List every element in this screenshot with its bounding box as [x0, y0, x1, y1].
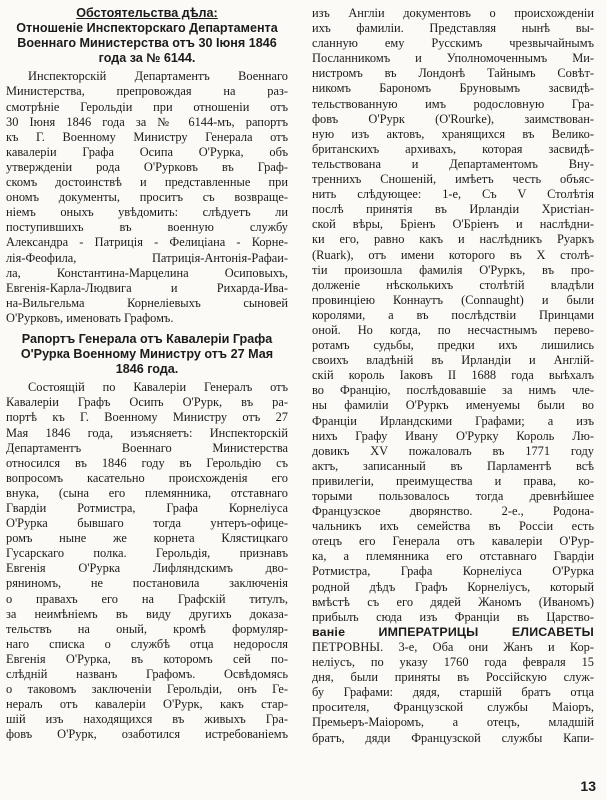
- text-line: относился въ 1846 году въ Герольдію съ: [6, 455, 288, 470]
- text-line: ромъ ныне же корнета Клястицкаго: [6, 531, 288, 546]
- text-line: шій изъ находящихся въ живыхъ Гра-: [6, 712, 288, 727]
- text-line: ла, Константина-Марцелина Осиповыхъ,: [6, 265, 288, 280]
- text-line: Гвардіи Ротмистра, Графа Корнеліуса: [6, 501, 288, 515]
- text-line: королями, а въ послѣдствіи Принцами: [312, 307, 594, 322]
- text-line: Александра - Патриція - Фелиціана - Корне-: [6, 235, 288, 250]
- text-line: треннихъ Сношеній, имѣетъ честь объяс-: [312, 172, 594, 187]
- text-line: О'Рурковъ, именовать Графомъ.: [6, 310, 174, 325]
- text-line: никомъ Барономъ Бруновымъ засвидѣ-: [312, 81, 594, 96]
- text-line: вопросомъ касательно происхожденія его: [6, 470, 288, 485]
- text-line: чальникъ ихъ семейства въ Россіи есть: [312, 519, 594, 534]
- text-line: лія-Феофила, Патриція-Антонія-Рафаи-: [6, 250, 288, 265]
- heading-circumstances: [6, 6, 288, 66]
- text-line: британскихъ архивахъ, которая засвидѣ-: [312, 141, 594, 156]
- text-line: за неимѣніемъ въ виду другихъ доказа-: [6, 606, 288, 621]
- text-line: нить слѣдующее: 1-е, Съ V Столѣтія: [312, 187, 594, 202]
- right-column: [312, 6, 594, 746]
- text-line: къ Г. Военному Министру Генерала отъ: [6, 129, 288, 144]
- text-line: ка, а племянника его отставнаго Гвардіи: [312, 549, 594, 564]
- text-line: просителя, Французской службы Маіоръ,: [312, 700, 594, 715]
- text-line: смотрѣніе Герольдіи при отношеніи отъ: [6, 99, 288, 114]
- text-line: нистромъ въ Лондонѣ Тайнымъ Совѣт-: [312, 66, 594, 81]
- text-line: о таковомъ заключеніи Герольдіи, онъ Ге-: [6, 682, 288, 697]
- text-line: ПЕТРОВНЫ. 3-е, Оба они Жанъ и Кор-: [312, 639, 594, 654]
- text-line: братъ, дяди Французской службы Капи-: [312, 730, 594, 745]
- text-line: ротамъ судьбы, предки ихъ лишились: [312, 338, 594, 353]
- text-line: довикъ XV пожаловалъ въ 1771 году: [312, 443, 594, 458]
- text-line: провинціею Коннаутъ (Connaught) и были: [312, 292, 594, 307]
- text-line: кавалеріи Графа Осипа О'Рурка, объ: [6, 144, 288, 159]
- text-line: ской вѣры, Бріенъ О'Бріенъ и наслѣдни-: [312, 217, 594, 232]
- text-line: Состоящій по Кавалеріи Генералъ отъ: [28, 380, 288, 395]
- text-line: оной. Но когда, по несчастнымъ перево-: [312, 322, 594, 337]
- text-line: Посланникомъ и Уполномоченнымъ Ми-: [312, 51, 594, 66]
- heading-line: О'Рурка Военному Министру отъ 27 Мая: [20, 347, 274, 362]
- text-line: Мая 1846 года, изъясняетъ: Инспекторскій: [6, 425, 288, 440]
- text-line: Кавалеріи Графъ Осипъ О'Рурк, въ ра-: [6, 395, 288, 410]
- text-line: изъ Англіи документовъ о происхожденіи: [312, 6, 594, 20]
- text-line-emphasis: ваніе ИМПЕРАТРИЦЫ ЕЛИСАВЕТЫ: [312, 624, 594, 639]
- heading-line: 1846 года.: [115, 362, 179, 377]
- text-line: бу Графами: дядя, старшій братъ отца: [312, 685, 594, 700]
- text-line: О'Рурка бывшаго тогда унтеръ-офице-: [6, 516, 288, 531]
- text-line: скомъ достоинствѣ и представленные при: [6, 175, 288, 190]
- text-line: ки его, равно какъ и наслѣдникъ Руаркъ: [312, 232, 594, 247]
- text-line: сланную ему Русскимъ чрезвычайнымъ: [312, 36, 594, 51]
- text-line: тельствъ на оный, кромѣ формуляр-: [6, 621, 288, 636]
- text-line: ніемъ оныхъ увѣдомить: слѣдуетъ ли: [6, 205, 288, 220]
- text-line: вмѣстѣ съ его дядей Жаномъ (Иваномъ): [312, 594, 594, 609]
- text-line: Министерства, препровождая на раз-: [6, 84, 288, 99]
- text-line: ны фамиліи О'Руркъ именуемы были во: [312, 398, 594, 413]
- text-line: фовъ О'Рурк (O'Rourke), заимствован-: [312, 111, 594, 126]
- text-line: поступившихъ въ военную службу: [6, 220, 288, 235]
- text-line: Гусарскаго полка. Герольдія, признавъ: [6, 546, 288, 561]
- text-line: Франціи Ирландскими Графами; а изъ: [312, 413, 594, 428]
- text-line: торыми пользовалось тогда древнѣйшее: [312, 489, 594, 503]
- text-line: тельствованную имъ родословную Гра-: [312, 96, 594, 111]
- heading-line: Отношеніе Инспекторскаго Департамента: [16, 21, 278, 36]
- text-line: актъ, записанный въ Парламентѣ всѣ: [312, 458, 594, 473]
- heading-report: [6, 332, 288, 377]
- text-line: на-Вильгельма Корнеліевыхъ сыновей: [6, 295, 288, 310]
- text-line: послѣ принятія въ Ирландіи Христіан-: [312, 202, 594, 217]
- text-line: внука, (сына его племянника, отставнаго: [6, 485, 288, 500]
- text-line: ряниномъ, не постановила заключенія: [6, 576, 288, 591]
- text-line: наго списка о службѣ отца недоросля: [6, 636, 288, 651]
- text-line: Департаментъ Военнаго Министерства: [6, 440, 288, 455]
- paragraph-general-report: [6, 380, 288, 742]
- text-line: ную изъ актовъ, хранящихся въ Велико-: [312, 126, 594, 141]
- text-line: тельствована и Департаментомъ Вну-: [312, 156, 594, 171]
- heading-line: Рапортъ Генерала отъ Кавалеріи Графа: [21, 331, 273, 346]
- text-line: Инспекторскій Департаментъ Военнаго: [28, 69, 288, 84]
- text-line: Евгенія-Карла-Людвига и Рихарда-Ива-: [6, 280, 288, 295]
- text-line: своихъ владѣній въ Ирландіи и Англій-: [312, 353, 594, 368]
- text-line: тіи произошла фамилія О'Руркъ, въ про-: [312, 262, 594, 277]
- text-line: портѣ къ Г. Военному Министру отъ 27: [6, 410, 288, 425]
- paragraph-inspection-department: [6, 69, 288, 326]
- text-line: о правахъ его на Графскій титулъ,: [6, 591, 288, 606]
- heading-line: года за № 6144.: [98, 51, 196, 66]
- text-line: Ротмистра, Графа Корнеліуса О'Рурка: [312, 564, 594, 579]
- text-line: нералъ отъ кавалеріи О'Рурк, какъ стар-: [6, 697, 288, 712]
- text-line: родной дѣдъ Графъ Корнеліусъ, который: [312, 579, 594, 594]
- paragraph-continuation: [312, 6, 594, 746]
- text-line: Премьеръ-Маіоромъ, а отецъ, младшій: [312, 715, 594, 730]
- text-line: (Ruark), отъ имени которого въ X столѣ-: [312, 247, 594, 262]
- text-line: нихъ Графу Ивану О'Рурку Король Лю-: [312, 428, 594, 443]
- text-line: Евгенія О'Рурка, въ которомъ сей по-: [6, 651, 288, 666]
- text-line: скій король Іаковъ II 1688 года выѣхалъ: [312, 368, 594, 383]
- text-line: во Францію, послѣдовавшіе за нимъ чле-: [312, 383, 594, 398]
- text-line: Французское дворянство. 2-е., Родона-: [312, 504, 594, 519]
- text-line: долженіе нѣсколькихъ столѣтій владѣли: [312, 277, 594, 292]
- text-line: фовъ О'Рурк, озаботился истребованіемъ: [6, 727, 288, 742]
- text-line: дня, были приняты въ Россійскую служ-: [312, 670, 594, 685]
- text-line: ономъ документы, проситъ съ возвраще-: [6, 190, 288, 205]
- heading-line: Военнаго Министерства отъ 30 Іюня 1846: [17, 36, 277, 51]
- left-column: [6, 6, 288, 743]
- text-line: 30 Іюня 1846 года за № 6144-мъ, рапортъ: [6, 114, 288, 129]
- page-number: 13: [580, 778, 596, 794]
- text-line: привилегіи, преимущества и права, ко-: [312, 473, 594, 488]
- heading-line: Обстоятельства дѣла:: [76, 6, 218, 20]
- text-line: утвержденіи рода О'Рурковъ въ Граф-: [6, 159, 288, 174]
- text-line: неліусъ, по указу 1760 года февраля 15: [312, 655, 594, 670]
- text-line: отецъ его Генерала отъ кавалеріи О'Рур-: [312, 534, 594, 549]
- text-line: слѣдній названъ Графомъ. Освѣдомясь: [6, 667, 288, 682]
- text-line: Евгенія О'Рурка Лифляндскимъ дво-: [6, 561, 288, 576]
- text-line: ихъ фамиліи. Представляя нынѣ вы-: [312, 21, 594, 36]
- text-line: прибылъ сюда изъ Франціи въ Царство-: [312, 609, 594, 624]
